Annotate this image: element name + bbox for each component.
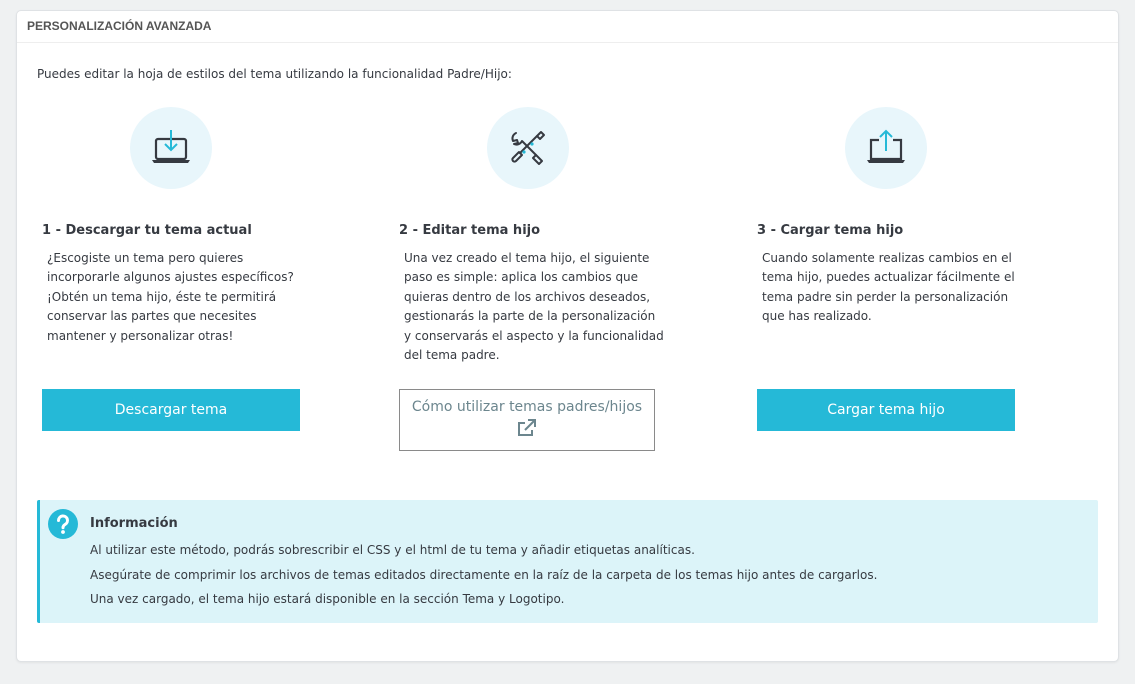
question-circle-icon xyxy=(48,509,78,539)
panel-heading: PERSONALIZACIÓN AVANZADA xyxy=(17,11,1118,43)
external-link-icon xyxy=(517,419,537,441)
info-title: Información xyxy=(90,516,178,531)
download-theme-button[interactable]: Descargar tema xyxy=(42,389,300,431)
step-title: 1 - Descargar tu tema actual xyxy=(42,223,252,238)
laptop-upload-icon xyxy=(845,107,927,189)
button-label: Cómo utilizar temas padres/hijos xyxy=(411,399,643,415)
step-title: 2 - Editar tema hijo xyxy=(399,223,541,238)
info-line: Una vez cargado, el tema hijo estará disponible en la sección Tema y Logotipo. xyxy=(90,592,565,606)
step-title: 3 - Cargar tema hijo xyxy=(757,223,904,238)
laptop-download-icon xyxy=(130,107,212,189)
step-description: Cuando solamente realizas cambios en el tema hijo, puedes actualizar fácilmente el tema padre sin perder la personalización que has realizado. xyxy=(762,251,1015,324)
info-line: Al utilizar este método, podrás sobrescribir el CSS y el html de tu tema y añadir etiquetas analíticas. xyxy=(90,543,695,557)
step-description: Una vez creado el tema hijo, el siguiente paso es simple: aplica los cambios que quieras dentro de los archivos deseados, gestionarás la parte de la personalización y conservarás el aspecto y la funcionalidad del tema padre. xyxy=(404,251,664,363)
parent-child-themes-help-button[interactable] xyxy=(399,389,655,451)
upload-child-theme-button[interactable]: Cargar tema hijo xyxy=(757,389,1015,431)
advanced-customization-panel xyxy=(16,10,1119,662)
intro-text: Puedes editar la hoja de estilos del tema utilizando la funcionalidad Padre/Hijo: xyxy=(37,67,512,81)
info-alert xyxy=(37,500,1098,623)
step-description: ¿Escogiste un tema pero quieres incorporarle algunos ajustes específicos? ¡Obtén un tema hijo, éste te permitirá conservar las partes que necesites mantener y personalizar otras! xyxy=(47,251,294,343)
info-line: Asegúrate de comprimir los archivos de temas editados directamente en la raíz de la carpeta de los temas hijo antes de cargarlos. xyxy=(90,568,878,582)
wrench-screwdriver-icon xyxy=(487,107,569,189)
